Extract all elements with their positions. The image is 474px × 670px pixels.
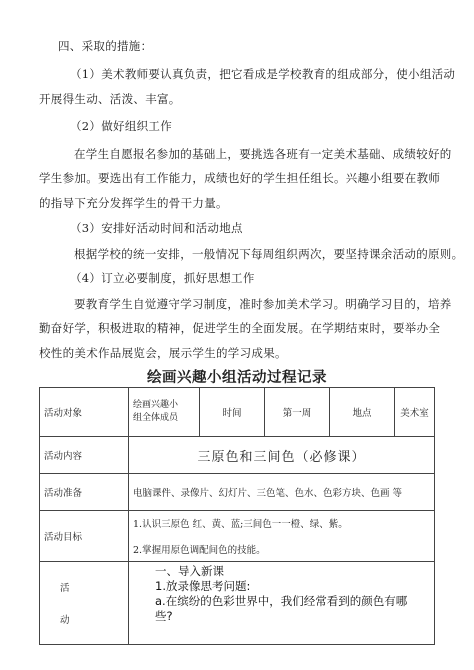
activity-target-label: 活动对象: [40, 388, 129, 437]
paragraph-4-line-2: 勤奋好学，积极进取的精神，促进学生的全面发展。在学期结束时，要举办全: [39, 321, 441, 335]
time-label: 时间: [200, 388, 265, 437]
table-row: [40, 437, 435, 474]
subheading-4: （4）订立必要制度，抓好思想工作: [70, 271, 255, 285]
activity-prep-value: 电脑课件、录像片、幻灯片、三色笔、色水、色彩方块、色画 等: [129, 474, 435, 511]
paragraph-1-line-1: （1）美术教师要认真负责，把它看成是学校教育的组成部分，使小组活动: [70, 67, 456, 81]
process-line-3: a.在缤纷的色彩世界中，我们经常看到的颜色有哪: [155, 594, 408, 608]
goal-item-2: 2.掌握用原色调配间色的技能。: [133, 545, 266, 556]
table-row: [40, 474, 435, 511]
subheading-2: （2）做好组织工作: [70, 119, 173, 133]
activity-goal-label: 活动目标: [40, 511, 129, 562]
paragraph-2-line-1: 在学生自愿报名参加的基础上，要挑选各班有一定美术基础、成绩较好的: [74, 147, 452, 161]
activity-record-table: [39, 387, 435, 645]
paragraph-4-line-3: 校性的美术作品展览会，展示学生的学习成果。: [39, 346, 287, 360]
record-title: 绘画兴趣小组活动过程记录: [147, 370, 327, 386]
activity-goal-value: [129, 511, 435, 562]
place-label: 地点: [330, 388, 395, 437]
process-line-1: 一、导入新课: [155, 564, 224, 578]
place-value: 美术室: [395, 388, 435, 437]
activity-prep-label: 活动准备: [40, 474, 129, 511]
process-line-2: 1.放录像思考问题:: [155, 579, 251, 593]
activity-process-label: 活 动: [40, 562, 129, 645]
subheading-3: （3）安排好活动时间和活动地点: [70, 221, 243, 235]
time-value: 第一周: [265, 388, 330, 437]
activity-content-value: 三原色和三间色（必修课）: [129, 437, 435, 474]
paragraph-2-line-2: 学生参加。要选出有工作能力，成绩也好的学生担任组长。兴趣小组要在教师: [39, 171, 441, 185]
activity-content-label: 活动内容: [40, 437, 129, 474]
paragraph-4-line-1: 要教育学生自觉遵守学习制度，准时参加美术学习。明确学习目的，培养: [74, 297, 452, 311]
goal-item-1: 1.认识三原色 红、黄、蓝;三间色一一橙、绿、紫。: [133, 519, 348, 530]
table-row: [40, 562, 435, 645]
table-row: [40, 511, 435, 562]
paragraph-2-line-3: 的指导下充分发挥学生的骨干力量。: [39, 196, 228, 210]
process-line-4: 些?: [155, 609, 173, 623]
activity-target-value: 绘画兴趣小 组全体成员: [129, 388, 200, 437]
section-heading-4: 四、采取的措施：: [58, 39, 153, 53]
activity-process-value: [129, 562, 435, 645]
paragraph-1-line-2: 开展得生动、活泼、丰富。: [39, 92, 181, 106]
table-row: [40, 388, 435, 437]
paragraph-3-line-1: 根据学校的统一安排，一般情况下每周组织两次，要坚持课余活动的原则。: [74, 247, 464, 261]
